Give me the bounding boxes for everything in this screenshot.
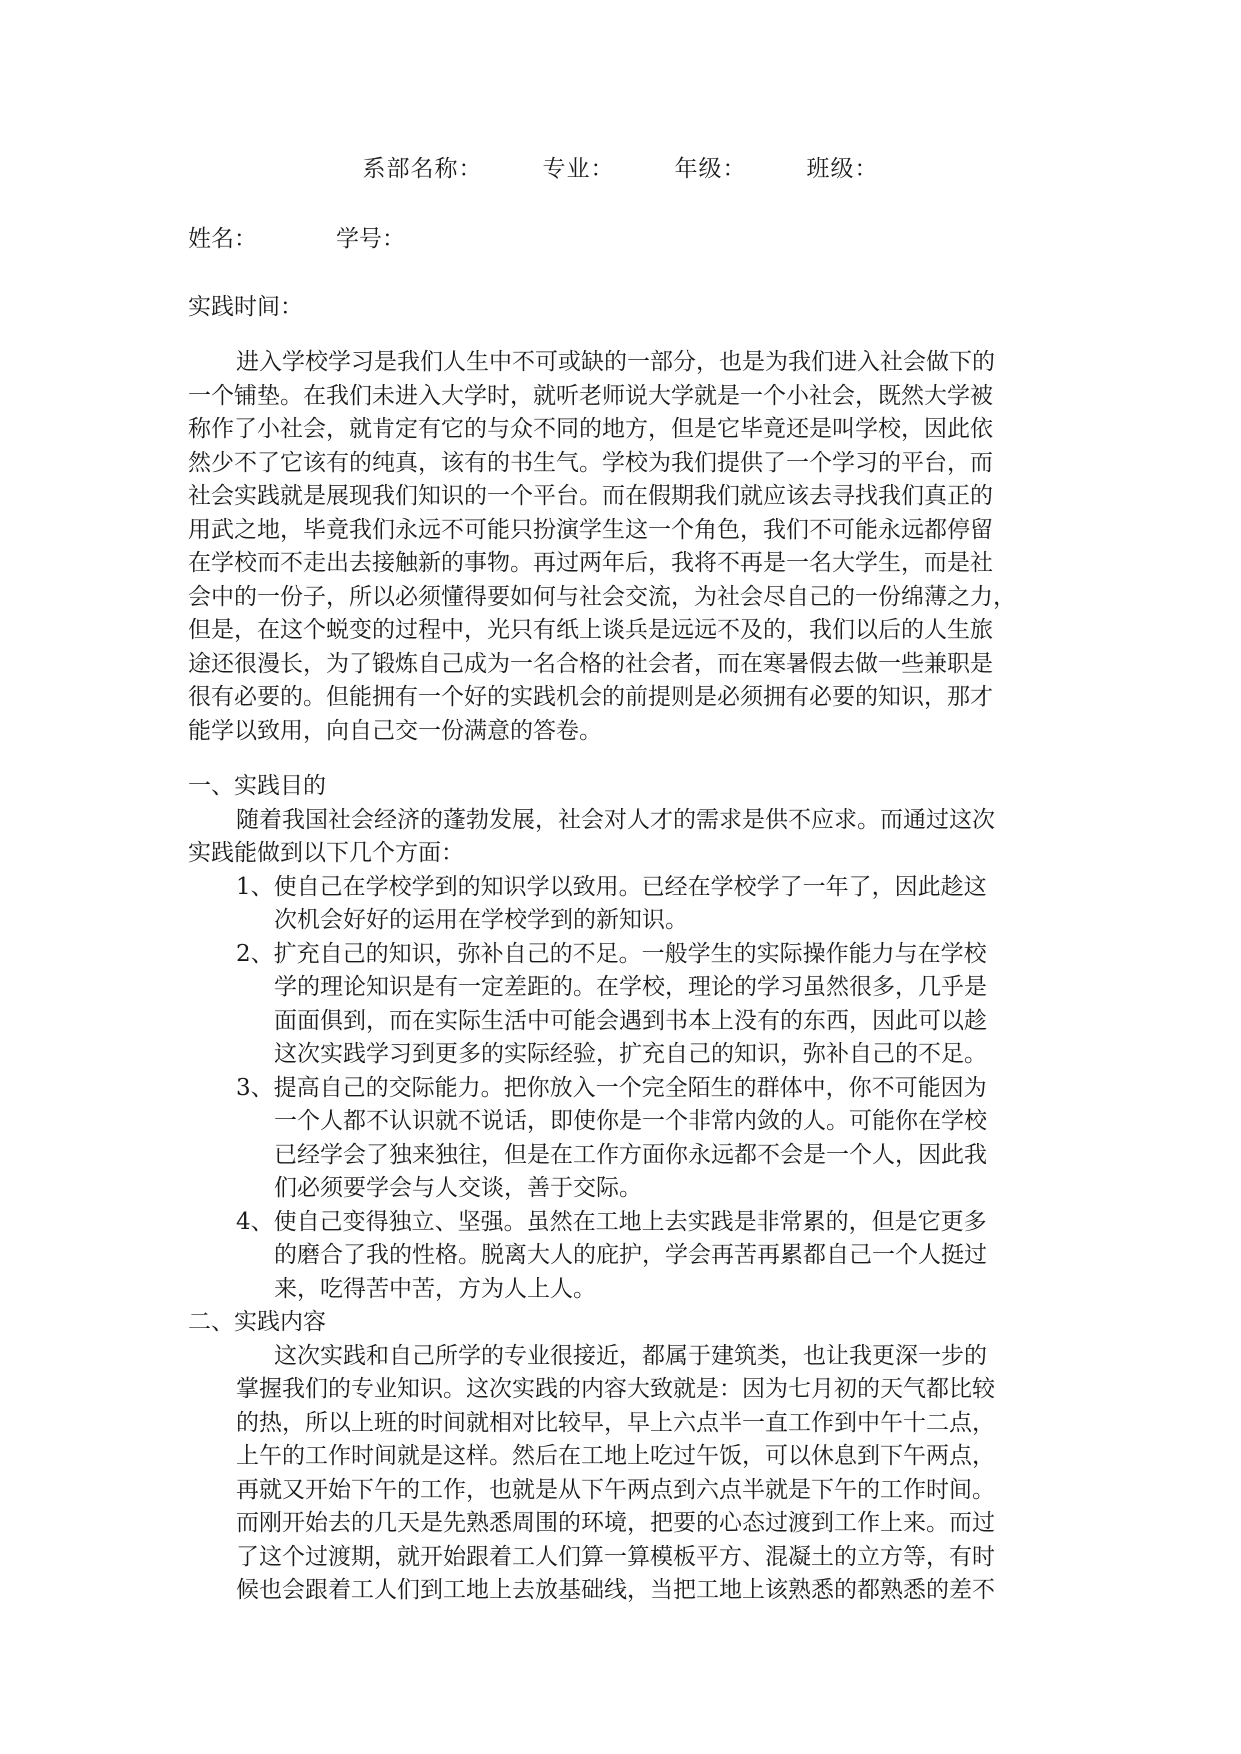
paragraph-line: 一个铺垫。在我们未进入大学时，就听老师说大学就是一个小社会，既然大学被 <box>188 382 993 409</box>
section-heading: 一、实践目的 <box>188 773 326 799</box>
paragraph-line: 进入学校学习是我们人生中不可或缺的一部分，也是为我们进入社会做下的 <box>236 349 995 375</box>
paragraph-line: 随着我国社会经济的蓬勃发展，社会对人才的需求是供不应求。而通过这次 <box>236 806 995 833</box>
paragraph-line: 的热，所以上班的时间就相对比较早，早上六点半一直工作到中午十二点， <box>236 1409 995 1436</box>
list-item: 2、扩充自己的知识，弥补自己的不足。一般学生的实际操作能力与在学校 <box>236 940 987 967</box>
list-item: 1、使自己在学校学到的知识学以致用。已经在学校学了一年了，因此趁这 <box>236 873 987 900</box>
class-label: 班级： <box>806 156 879 182</box>
list-item-line: 的磨合了我的性格。脱离大人的庇护，学会再苦再累都自己一个人挺过 <box>274 1242 987 1268</box>
list-item-line: 一个人都不认识就不说话，即使你是一个非常内敛的人。可能你在学校 <box>274 1108 987 1134</box>
paragraph-line: 途还很漫长，为了锻炼自己成为一名合格的社会者，而在寒暑假去做一些兼职是 <box>188 650 993 677</box>
paragraph-line: 社会实践就是展现我们知识的一个平台。而在假期我们就应该去寻找我们真正的 <box>188 483 993 509</box>
list-item-line: 已经学会了独来独往，但是在工作方面你永远都不会是一个人，因此我 <box>274 1141 987 1168</box>
paragraph-line: 然少不了它该有的纯真，该有的书生气。学校为我们提供了一个学习的平台，而 <box>188 449 993 476</box>
paragraph-line: 而刚开始去的几天是先熟悉周围的环境，把要的心态过渡到工作上来。而过 <box>236 1510 995 1536</box>
grade-label: 年级： <box>674 156 747 182</box>
list-item-line: 次机会好好的运用在学校学到的新知识。 <box>274 907 688 933</box>
practice-time-label: 实践时间： <box>188 294 303 320</box>
paragraph-line: 用武之地，毕竟我们永远不可能只扮演学生这一个角色，我们不可能永远都停留 <box>188 516 993 543</box>
list-item-line: 面面俱到，而在实际生活中可能会遇到书本上没有的东西，因此可以趁 <box>274 1007 987 1034</box>
paragraph-line: 掌握我们的专业知识。这次实践的内容大致就是：因为七月初的天气都比较 <box>236 1376 995 1402</box>
paragraph-line: 再就又开始下午的工作，也就是从下午两点到六点半就是下午的工作时间。 <box>236 1476 995 1503</box>
major-label: 专业： <box>542 156 615 182</box>
dept-label: 系部名称： <box>362 156 483 182</box>
paragraph-line: 候也会跟着工人们到工地上去放基础线，当把工地上该熟悉的都熟悉的差不 <box>236 1577 995 1603</box>
student-id-label: 学号： <box>336 226 405 252</box>
paragraph-line: 了这个过渡期，就开始跟着工人们算一算模板平方、混凝土的立方等，有时 <box>236 1543 995 1570</box>
intro-paragraph <box>188 346 1063 748</box>
paragraph-line: 但是，在这个蜕变的过程中，光只有纸上谈兵是远远不及的，我们以后的人生旅 <box>188 617 993 643</box>
section-heading: 二、实践内容 <box>188 1309 326 1335</box>
paragraph-line: 在学校而不走出去接触新的事物。再过两年后，我将不再是一名大学生，而是社 <box>188 550 993 576</box>
paragraph-line: 称作了小社会，就肯定有它的与众不同的地方，但是它毕竟还是叫学校，因此依 <box>188 416 993 442</box>
section-purpose <box>188 770 1063 1608</box>
list-item: 3、提高自己的交际能力。把你放入一个完全陌生的群体中，你不可能因为 <box>236 1074 987 1101</box>
paragraph-line: 能学以致用，向自己交一份满意的答卷。 <box>188 717 602 744</box>
list-item-line: 来，吃得苦中苦，方为人上人。 <box>274 1275 596 1302</box>
student-fields <box>188 220 405 253</box>
paragraph-line: 会中的一份子，所以必须懂得要如何与社会交流，为社会尽自己的一份绵薄之力， <box>188 583 1016 610</box>
list-item: 4、使自己变得独立、坚强。虽然在工地上去实践是非常累的，但是它更多 <box>236 1208 987 1235</box>
paragraph-line: 很有必要的。但能拥有一个好的实践机会的前提则是必须拥有必要的知识，那才 <box>188 684 993 710</box>
paragraph-line: 实践能做到以下几个方面： <box>188 840 464 866</box>
list-item-line: 这次实践学习到更多的实际经验，扩充自己的知识，弥补自己的不足。 <box>274 1041 987 1067</box>
header-fields <box>0 150 1241 183</box>
paragraph-line: 这次实践和自己所学的专业很接近，都属于建筑类，也让我更深一步的 <box>274 1342 987 1369</box>
name-label: 姓名： <box>188 226 257 252</box>
paragraph-line: 上午的工作时间就是这样。然后在工地上吃过午饭，可以休息到下午两点， <box>236 1443 995 1469</box>
list-item-line: 们必须要学会与人交谈，善于交际。 <box>274 1175 642 1201</box>
list-item-line: 学的理论知识是有一定差距的。在学校，理论的学习虽然很多，几乎是 <box>274 974 987 1000</box>
